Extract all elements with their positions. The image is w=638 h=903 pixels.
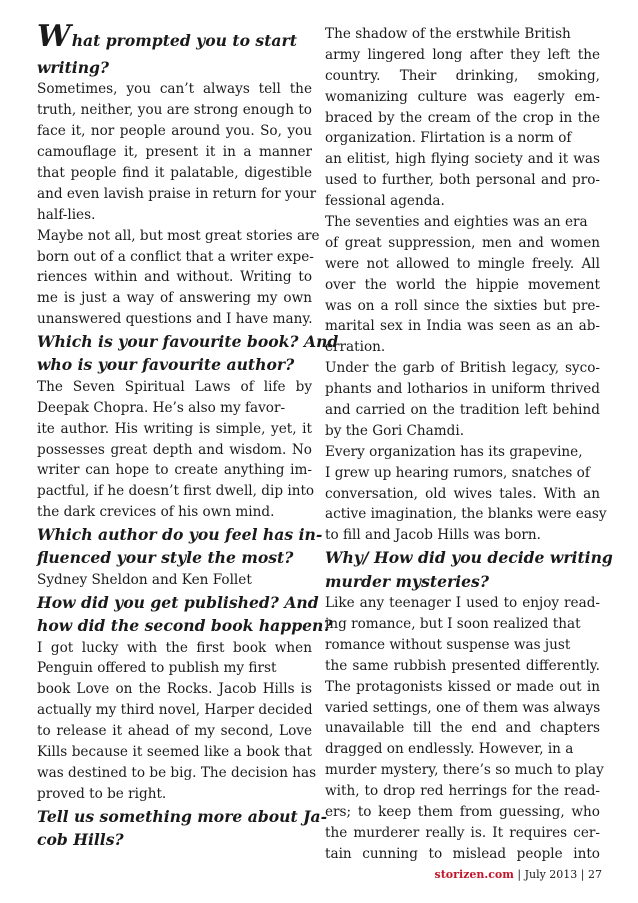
body-text-line: ers; to keep them from guessing, who: [325, 803, 600, 820]
question-text: hat prompted you to start: [71, 31, 297, 50]
body-text-line: active imagination, the blanks were easy: [325, 506, 607, 523]
body-text-line: riences within and without. Writing to: [37, 269, 312, 286]
body-text-line: pactful, if he doesn’t first dwell, dip into: [37, 483, 315, 500]
body-text-line: ing romance, but I soon realized that: [325, 615, 581, 632]
body-text-line: an elitist, high flying society and it was: [325, 151, 600, 168]
body-text-line: unanswered questions and I have many.: [37, 311, 313, 328]
body-text-line: proved to be right.: [37, 785, 167, 802]
body-text-line: I grew up hearing rumors, snatches of: [325, 464, 590, 481]
footer-site[interactable]: storizen.com: [434, 868, 514, 881]
question-heading: [37, 19, 312, 56]
body-text-line: Sydney Sheldon and Ken Follet: [37, 571, 252, 588]
left-column: [37, 19, 339, 851]
body-text-line: phants and lotharios in uniform thrived: [325, 381, 600, 398]
page-footer: [435, 868, 602, 881]
question-heading: writing?: [37, 58, 110, 77]
body-text-line: murder mystery, there’s so much to play: [325, 762, 604, 779]
body-text-line: dragged on endlessly. However, in a: [325, 741, 574, 758]
body-text-line: The shadow of the erstwhile British: [325, 26, 571, 42]
body-text-line: The seventies and eighties was an era: [325, 214, 588, 231]
question-heading: Which author do you feel has in-: [37, 525, 323, 545]
body-text-line: face it, nor people around you. So, you: [37, 123, 312, 140]
body-text-line: truth, neither, you are strong enough to: [37, 102, 312, 119]
question-heading: fluenced your style the most?: [37, 548, 294, 568]
body-text-line: me is just a way of answering my own: [37, 290, 312, 307]
body-text-line: erration.: [325, 339, 386, 356]
body-text-line: Sometimes, you can’t always tell the: [37, 81, 312, 98]
body-text-line: camouflage it, present it in a manner: [37, 144, 312, 161]
body-text-line: half-lies.: [37, 206, 96, 223]
footer-page-number: 27: [588, 868, 602, 881]
question-heading: how did the second book happen?: [37, 616, 333, 636]
body-text-line: conversation, old wives tales. With an: [325, 485, 600, 502]
body-text-line: of great suppression, men and women: [325, 234, 600, 251]
body-text-line: writer can hope to create anything im-: [37, 462, 312, 479]
question-heading: Which is your favourite book? And: [37, 332, 339, 352]
body-text-line: used to further, both personal and pro-: [325, 172, 600, 189]
body-text-line: The Seven Spiritual Laws of life by: [37, 378, 312, 395]
body-text-line: Kills because it seemed like a book that: [37, 744, 312, 760]
question-heading: murder mysteries?: [325, 571, 489, 591]
body-text-line: were not allowed to mingle freely. All: [325, 255, 600, 272]
body-text-line: with, to drop red herrings for the read-: [325, 783, 600, 800]
body-text-line: was on a roll since the sixties but pre-: [325, 297, 600, 314]
body-text-line: Deepak Chopra. He’s also my favor-: [37, 399, 286, 416]
body-text-line: fessional agenda.: [325, 193, 445, 210]
drop-cap: W: [37, 19, 71, 54]
body-text-line: Under the garb of British legacy, syco-: [325, 360, 600, 377]
footer-issue: July 2013: [524, 868, 578, 881]
body-text-line: Every organization has its grapevine,: [325, 443, 583, 460]
body-text-line: Maybe not all, but most great stories are: [37, 227, 320, 244]
footer-separator: |: [513, 868, 525, 881]
body-text-line: born out of a conflict that a writer expe-: [37, 248, 314, 265]
body-text-line: womanizing culture was eagerly em-: [325, 88, 600, 105]
body-text-line: to fill and Jacob Hills was born.: [325, 527, 541, 544]
body-text-line: the dark crevices of his own mind.: [37, 504, 275, 521]
body-text-line: varied settings, one of them was always: [325, 699, 601, 716]
body-text-line: possesses great depth and wisdom. No: [37, 441, 312, 458]
footer-separator: |: [577, 868, 588, 881]
body-text-line: to release it ahead of my second, Love: [37, 723, 312, 740]
question-heading: Tell us something more about Ja-: [37, 806, 328, 826]
body-text-line: The protagonists kissed or made out in: [325, 678, 600, 695]
body-text-line: the same rubbish presented differently.: [325, 657, 600, 674]
body-text-line: country. Their drinking, smoking,: [325, 67, 600, 84]
body-text-line: Penguin offered to publish my first: [37, 660, 277, 677]
question-heading: How did you get published? And: [37, 592, 319, 612]
body-text-line: book Love on the Rocks. Jacob Hills is: [37, 681, 312, 698]
body-text-line: that people find it palatable, digestible: [37, 164, 312, 181]
body-text-line: actually my third novel, Harper decided: [37, 702, 313, 719]
body-text-line: over the world the hippie movement: [325, 276, 600, 293]
question-heading: who is your favourite author?: [37, 355, 295, 375]
body-text-line: ite author. His writing is simple, yet, it: [37, 420, 312, 437]
body-text-line: tain cunning to mislead people into: [325, 845, 600, 862]
body-text-line: was destined to be big. The decision has: [37, 764, 317, 781]
right-column: [325, 24, 613, 865]
body-text-line: unavailable till the end and chapters: [325, 720, 600, 737]
question-heading: Why/ How did you decide writing: [325, 548, 613, 568]
body-text-line: romance without suspense was just: [325, 636, 571, 653]
body-text-line: by the Gori Chamdi.: [325, 422, 465, 439]
body-text-line: I got lucky with the first book when: [37, 639, 312, 656]
body-text-line: army lingered long after they left the: [325, 46, 600, 63]
body-text-line: and even lavish praise in return for your: [37, 185, 317, 202]
body-text-line: braced by the cream of the crop in the: [325, 109, 600, 126]
body-text-line: Like any teenager I used to enjoy read-: [325, 595, 600, 612]
body-text-line: and carried on the tradition left behind: [325, 402, 600, 419]
body-text-line: the murderer really is. It requires cer-: [325, 824, 600, 841]
question-heading: cob Hills?: [37, 830, 124, 850]
body-text-line: organization. Flirtation is a norm of: [325, 130, 572, 147]
body-text-line: marital sex in India was seen as an ab-: [325, 318, 600, 335]
